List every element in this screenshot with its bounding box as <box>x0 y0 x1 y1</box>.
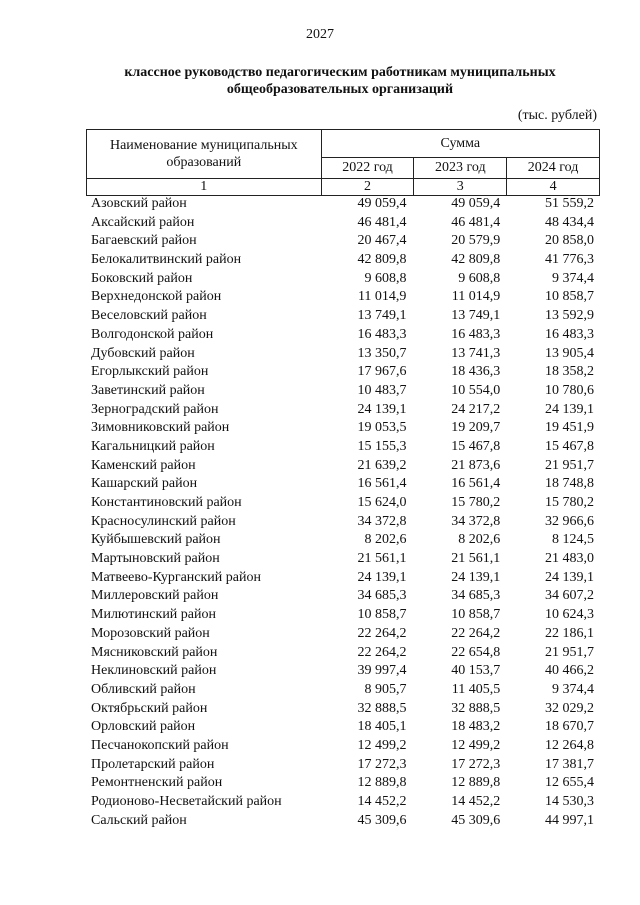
municipality-name: Куйбышевский район <box>91 532 221 548</box>
value-2023: 32 888,5 <box>451 700 501 716</box>
value-2024: 18 748,8 <box>545 476 594 492</box>
value-2023: 13 741,3 <box>451 345 501 361</box>
value-2022: 24 139,1 <box>357 401 407 417</box>
value-2024: 20 858,0 <box>545 233 594 249</box>
value-2022: 12 889,8 <box>357 775 407 791</box>
municipality-name: Мартыновский район <box>91 551 220 567</box>
municipality-name: Милютинский район <box>91 607 217 623</box>
value-2024: 9 374,4 <box>552 681 594 697</box>
table-row <box>86 606 600 625</box>
value-2022: 34 372,8 <box>357 513 407 529</box>
municipality-name: Заветинский район <box>91 382 205 398</box>
value-2022: 15 155,3 <box>357 438 407 454</box>
value-2023: 9 608,8 <box>458 270 501 286</box>
municipality-name: Матвеево-Курганский район <box>91 569 261 585</box>
value-2022: 19 053,5 <box>357 420 407 436</box>
value-2023: 16 483,3 <box>451 326 501 342</box>
value-2022: 45 309,6 <box>357 812 407 828</box>
value-2022: 18 405,1 <box>357 719 407 735</box>
value-2022: 46 481,4 <box>357 214 407 230</box>
table-row <box>86 232 600 251</box>
value-2022: 34 685,3 <box>357 588 407 604</box>
table-row <box>86 718 600 737</box>
table-row <box>86 494 600 513</box>
table-row <box>86 251 600 270</box>
value-2023: 21 561,1 <box>451 551 501 567</box>
municipality-name: Зерноградский район <box>91 401 219 417</box>
value-2023: 10 858,7 <box>451 607 501 623</box>
municipality-name: Аксайский район <box>91 214 195 230</box>
header-year-2023: 2023 год <box>414 158 507 179</box>
municipality-name: Белокалитвинский район <box>91 252 242 268</box>
column-number-4: 4 <box>507 179 600 196</box>
value-2022: 39 997,4 <box>357 663 407 679</box>
value-2024: 24 139,1 <box>545 401 594 417</box>
value-2023: 12 499,2 <box>451 737 501 753</box>
column-number-1: 1 <box>87 179 322 196</box>
value-2023: 34 372,8 <box>451 513 501 529</box>
value-2023: 11 405,5 <box>451 681 501 697</box>
title-line-2: общеобразовательных организаций <box>226 82 454 97</box>
value-2024: 15 467,8 <box>545 438 594 454</box>
table-row <box>86 681 600 700</box>
municipality-name: Родионово-Несветайский район <box>91 794 282 809</box>
table-row <box>86 288 600 307</box>
municipality-name: Азовский район <box>91 196 187 211</box>
municipality-name: Мясниковский район <box>91 644 218 660</box>
municipality-name: Сальский район <box>91 812 187 828</box>
value-2022: 10 858,7 <box>357 607 407 623</box>
municipality-name: Ремонтненский район <box>91 775 223 791</box>
municipality-name: Дубовский район <box>91 345 195 361</box>
value-2024: 32 966,6 <box>545 513 594 529</box>
table-row <box>86 569 600 588</box>
value-2024: 10 624,3 <box>545 607 594 623</box>
value-2022: 17 967,6 <box>357 364 407 380</box>
table-row <box>86 214 600 233</box>
value-2022: 12 499,2 <box>357 737 407 753</box>
municipality-name: Зимовниковский район <box>91 420 230 436</box>
value-2024: 18 358,2 <box>545 364 594 380</box>
municipality-name: Константиновский район <box>91 495 242 510</box>
value-2023: 16 561,4 <box>451 476 501 492</box>
table-row <box>86 307 600 326</box>
value-2022: 16 561,4 <box>357 476 407 492</box>
value-2023: 19 209,7 <box>451 420 501 436</box>
municipality-name: Каменский район <box>91 457 196 473</box>
value-2024: 41 776,3 <box>545 252 594 268</box>
value-2023: 24 217,2 <box>451 401 501 417</box>
municipality-name: Кашарский район <box>91 476 198 492</box>
table-body <box>86 195 600 830</box>
value-2024: 48 434,4 <box>545 214 594 230</box>
table-row <box>86 793 600 812</box>
value-2023: 24 139,1 <box>451 569 501 585</box>
value-2024: 32 029,2 <box>545 700 594 716</box>
value-2024: 10 780,6 <box>545 382 594 398</box>
value-2023: 49 059,4 <box>451 196 501 211</box>
value-2022: 17 272,3 <box>357 756 407 772</box>
value-2024: 34 607,2 <box>545 588 594 604</box>
municipality-name: Егорлыкский район <box>91 364 209 380</box>
value-2023: 10 554,0 <box>451 382 501 398</box>
value-2023: 14 452,2 <box>451 794 501 809</box>
municipality-name: Красносулинский район <box>91 513 236 529</box>
value-2024: 19 451,9 <box>545 420 594 436</box>
value-2023: 42 809,8 <box>451 252 501 268</box>
document-title <box>60 64 620 98</box>
header-year-2024: 2024 год <box>507 158 600 179</box>
value-2023: 18 436,3 <box>451 364 501 380</box>
value-2024: 14 530,3 <box>545 794 594 809</box>
value-2022: 9 608,8 <box>364 270 407 286</box>
value-2023: 15 780,2 <box>451 495 501 510</box>
value-2024: 21 951,7 <box>545 644 594 660</box>
value-2022: 8 202,6 <box>364 532 407 548</box>
value-2022: 8 905,7 <box>364 681 407 697</box>
municipality-name: Морозовский район <box>91 625 210 641</box>
table-row <box>86 756 600 775</box>
value-2023: 12 889,8 <box>451 775 501 791</box>
value-2023: 21 873,6 <box>451 457 501 473</box>
header-sum: Сумма <box>321 130 599 158</box>
header-name-column: Наименование муниципальных образований <box>87 130 322 179</box>
table-row <box>86 644 600 663</box>
value-2022: 16 483,3 <box>357 326 407 342</box>
table-row <box>86 550 600 569</box>
municipality-name: Багаевский район <box>91 233 197 249</box>
table-header <box>86 129 600 196</box>
value-2024: 51 559,2 <box>545 196 594 211</box>
value-2023: 46 481,4 <box>451 214 501 230</box>
table-row <box>86 531 600 550</box>
units-note: (тыс. рублей) <box>517 108 597 123</box>
value-2022: 13 350,7 <box>357 345 407 361</box>
value-2023: 18 483,2 <box>451 719 501 735</box>
value-2024: 18 670,7 <box>545 719 594 735</box>
value-2024: 17 381,7 <box>545 756 594 772</box>
value-2023: 22 654,8 <box>451 644 501 660</box>
column-number-2: 2 <box>321 179 414 196</box>
value-2022: 22 264,2 <box>357 625 407 641</box>
value-2023: 20 579,9 <box>451 233 501 249</box>
value-2023: 34 685,3 <box>451 588 501 604</box>
value-2023: 22 264,2 <box>451 625 501 641</box>
title-line-1: классное руководство педагогическим работникам муниципальных <box>124 65 556 80</box>
value-2022: 24 139,1 <box>357 569 407 585</box>
table-row <box>86 363 600 382</box>
municipality-name: Неклиновский район <box>91 663 217 679</box>
value-2022: 21 639,2 <box>357 457 407 473</box>
table-row <box>86 513 600 532</box>
table-row <box>86 382 600 401</box>
table-row <box>86 438 600 457</box>
table-row <box>86 774 600 793</box>
value-2024: 21 483,0 <box>545 551 594 567</box>
table-row <box>86 700 600 719</box>
value-2024: 8 124,5 <box>552 532 594 548</box>
header-year-2022: 2022 год <box>321 158 414 179</box>
municipality-name: Волгодонской район <box>91 326 214 342</box>
value-2024: 44 997,1 <box>545 812 594 828</box>
value-2023: 11 014,9 <box>451 289 501 305</box>
table-row <box>86 270 600 289</box>
value-2023: 45 309,6 <box>451 812 501 828</box>
table-row <box>86 419 600 438</box>
value-2022: 22 264,2 <box>357 644 407 660</box>
table-row <box>86 812 600 831</box>
value-2023: 13 749,1 <box>451 308 501 324</box>
value-2022: 21 561,1 <box>357 551 407 567</box>
value-2024: 13 592,9 <box>545 308 594 324</box>
value-2024: 10 858,7 <box>545 289 594 305</box>
table-row <box>86 401 600 420</box>
value-2022: 49 059,4 <box>357 196 407 211</box>
column-number-3: 3 <box>414 179 507 196</box>
value-2024: 22 186,1 <box>545 625 594 641</box>
value-2022: 20 467,4 <box>357 233 407 249</box>
value-2024: 15 780,2 <box>545 495 594 510</box>
municipality-name: Веселовский район <box>91 308 207 324</box>
table-row <box>86 345 600 364</box>
value-2024: 12 655,4 <box>545 775 594 791</box>
value-2024: 21 951,7 <box>545 457 594 473</box>
table-row <box>86 662 600 681</box>
table-row <box>86 625 600 644</box>
municipality-name: Орловский район <box>91 719 196 735</box>
value-2022: 32 888,5 <box>357 700 407 716</box>
municipality-name: Миллеровский район <box>91 588 219 604</box>
value-2023: 15 467,8 <box>451 438 501 454</box>
municipality-name: Боковский район <box>91 270 193 286</box>
value-2023: 17 272,3 <box>451 756 501 772</box>
table-row <box>86 195 600 214</box>
value-2022: 15 624,0 <box>357 495 407 510</box>
municipality-name: Кагальницкий район <box>91 438 215 454</box>
municipality-name: Верхнедонской район <box>91 289 222 305</box>
municipality-name: Обливский район <box>91 681 196 697</box>
value-2022: 11 014,9 <box>357 289 407 305</box>
value-2024: 24 139,1 <box>545 569 594 585</box>
table-row <box>86 587 600 606</box>
municipality-name: Пролетарский район <box>91 756 215 772</box>
municipality-name: Октябрьский район <box>91 700 208 716</box>
value-2022: 13 749,1 <box>357 308 407 324</box>
table-row <box>86 326 600 345</box>
value-2022: 14 452,2 <box>357 794 407 809</box>
value-2024: 13 905,4 <box>545 345 594 361</box>
value-2024: 40 466,2 <box>545 663 594 679</box>
value-2023: 8 202,6 <box>458 532 501 548</box>
value-2024: 16 483,3 <box>545 326 594 342</box>
value-2024: 12 264,8 <box>545 737 594 753</box>
value-2023: 40 153,7 <box>451 663 501 679</box>
page-number: 2027 <box>306 27 334 42</box>
table-row <box>86 457 600 476</box>
table-row <box>86 737 600 756</box>
value-2022: 10 483,7 <box>357 382 407 398</box>
value-2022: 42 809,8 <box>357 252 407 268</box>
municipality-name: Песчанокопский район <box>91 737 229 753</box>
table-row <box>86 475 600 494</box>
value-2024: 9 374,4 <box>552 270 594 286</box>
